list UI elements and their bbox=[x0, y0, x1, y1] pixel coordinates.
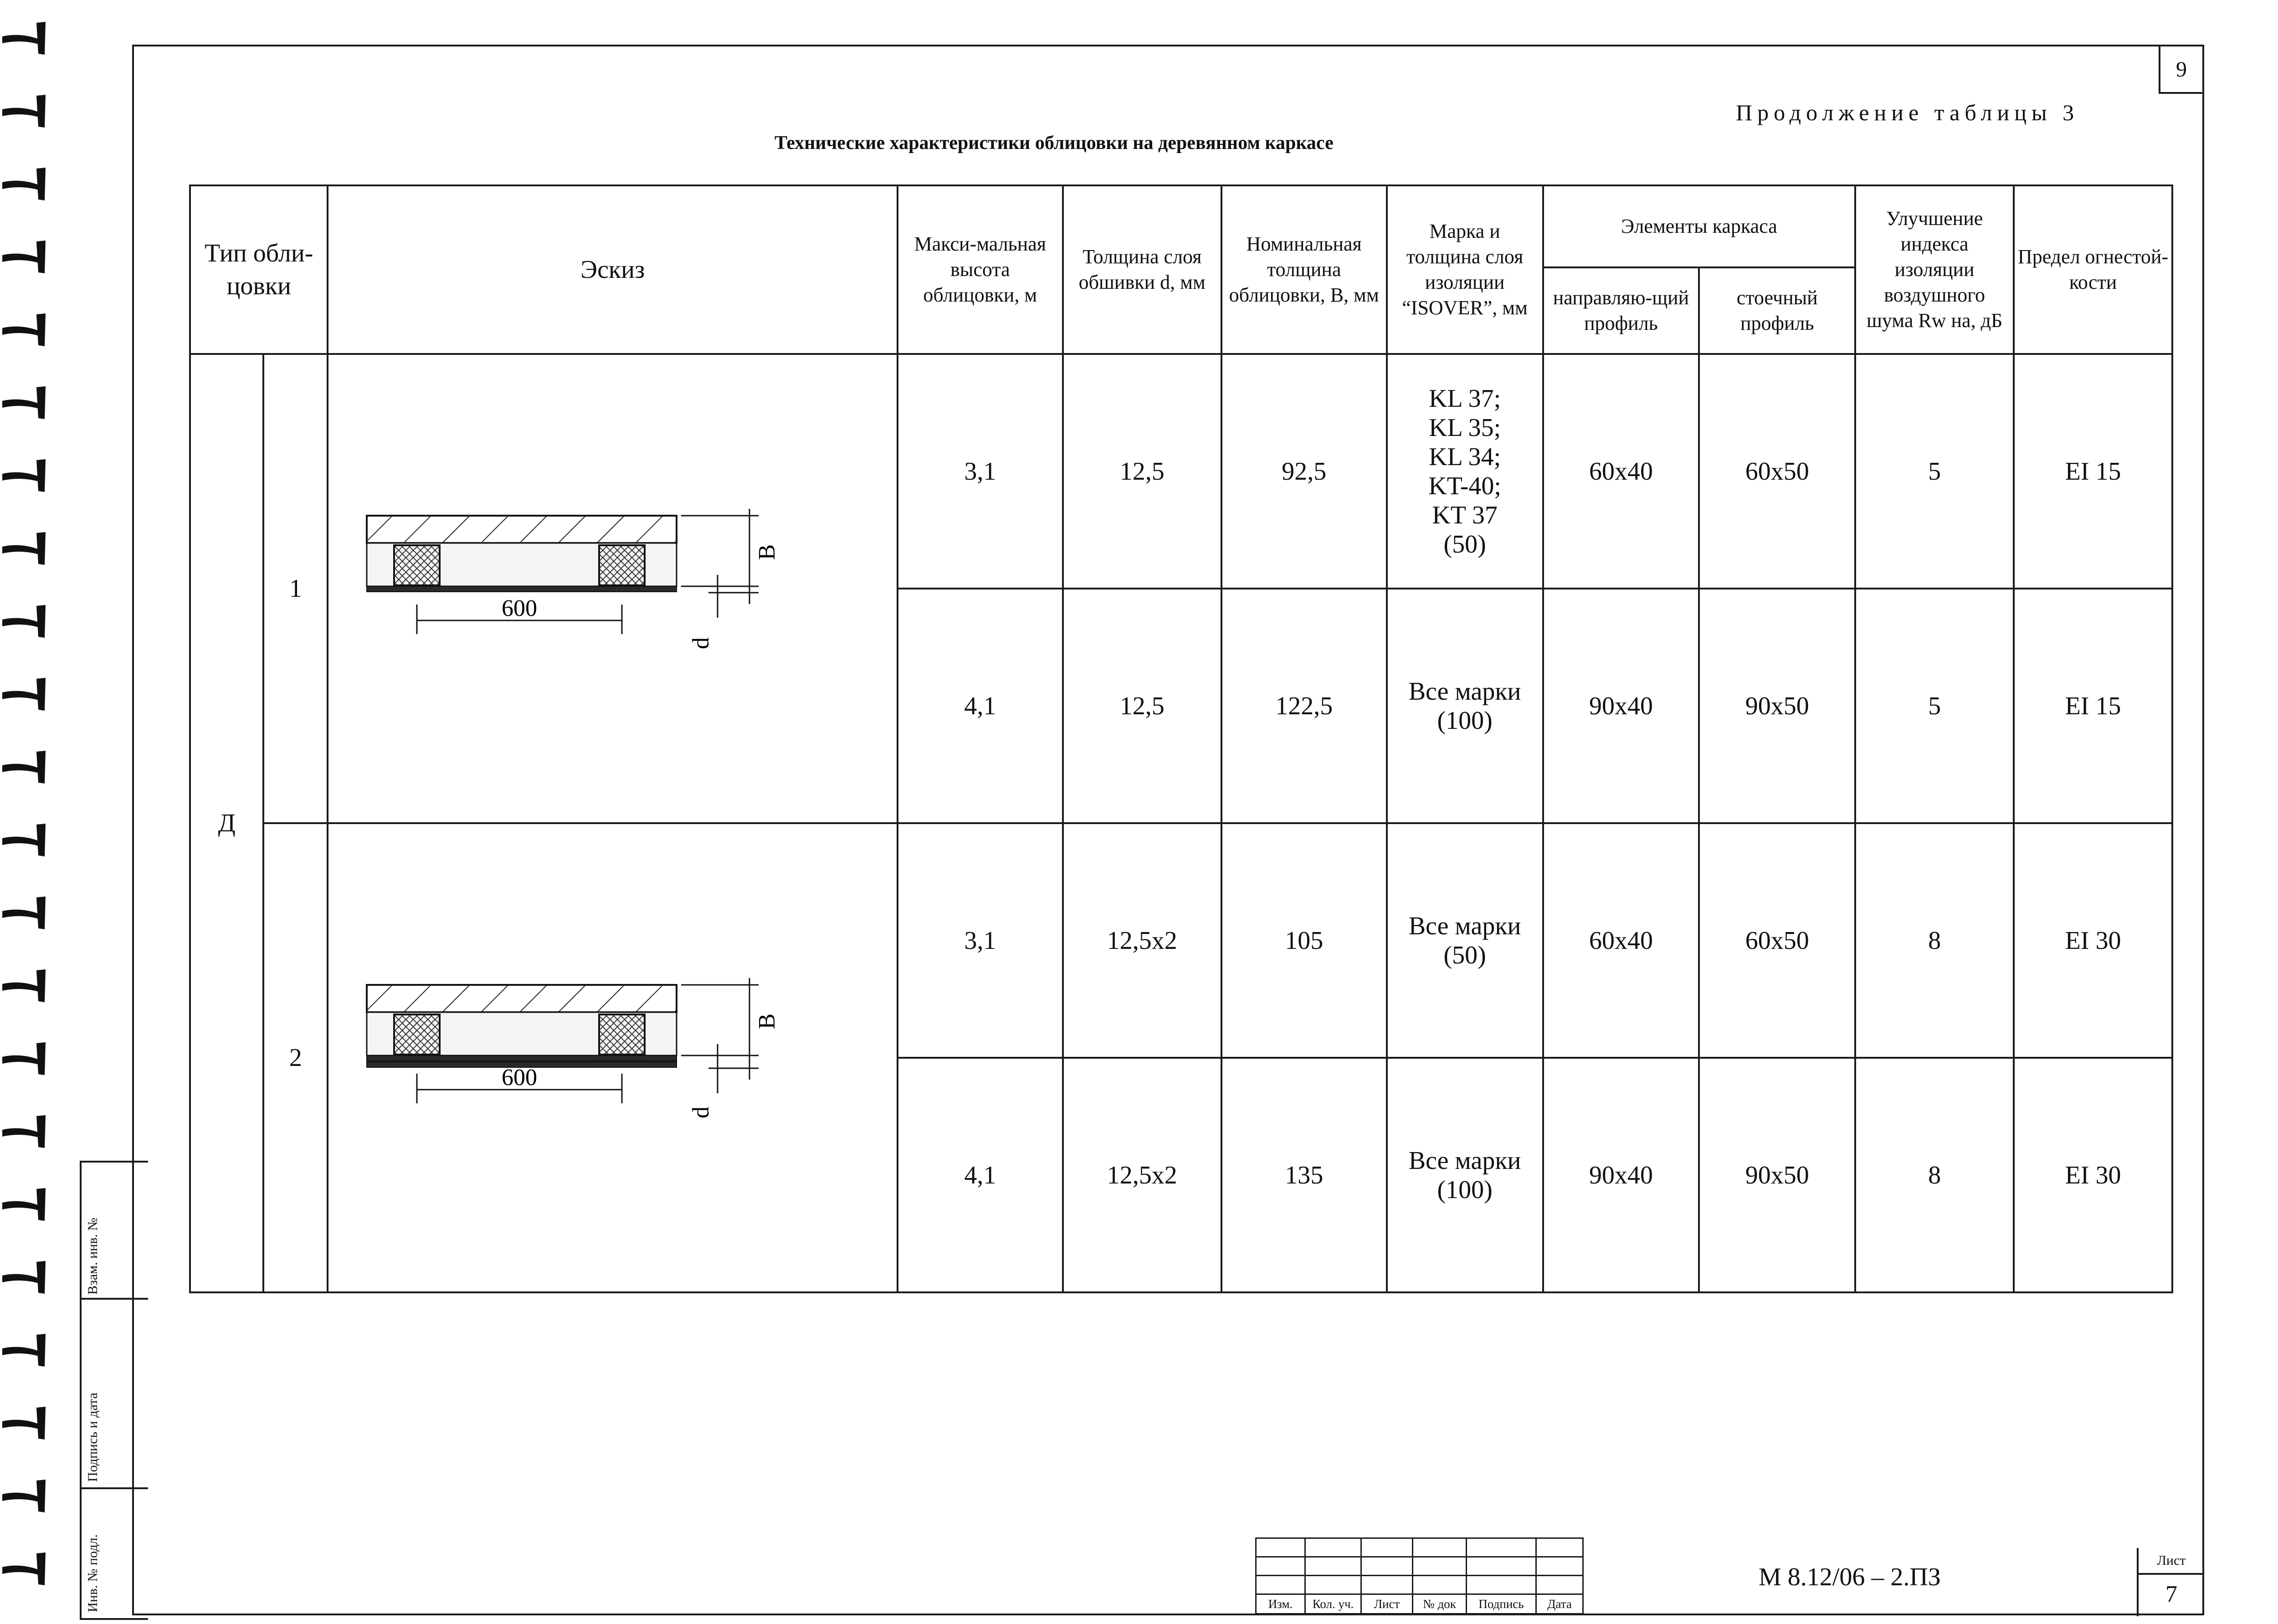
binding-mark bbox=[0, 893, 46, 920]
type-letter: Д bbox=[218, 809, 236, 837]
revision-cell bbox=[1467, 1557, 1536, 1576]
guide-profile-cell: 60х40 bbox=[1543, 823, 1699, 1058]
sheet-number-text: 9 bbox=[2176, 57, 2187, 82]
insulation-line: KT-40; bbox=[1428, 471, 1501, 500]
binding-mark bbox=[0, 1330, 46, 1358]
side-cell-inventory bbox=[80, 1487, 148, 1620]
side-cell-replacement bbox=[80, 1161, 148, 1300]
revision-column-label: Подпись bbox=[1467, 1594, 1536, 1614]
profile-sketch bbox=[362, 976, 863, 1140]
header-max-height: Макси-мальная высота облицовки, м bbox=[898, 185, 1063, 354]
dim-sheath-label: d bbox=[688, 1107, 714, 1118]
dim-sheath-label: d bbox=[688, 637, 714, 649]
guide-profile-cell: 90х40 bbox=[1543, 589, 1699, 823]
insulation-cell bbox=[1387, 589, 1543, 823]
binding-mark bbox=[0, 820, 46, 847]
noise-index-cell: 5 bbox=[1855, 354, 2014, 589]
stud-left bbox=[394, 1014, 440, 1055]
side-label-replacement: Взам. инв. № bbox=[85, 1217, 100, 1295]
variant-number-cell bbox=[263, 823, 328, 1292]
revision-cell bbox=[1305, 1557, 1361, 1576]
variant-number: 1 bbox=[289, 574, 302, 603]
binding-mark bbox=[0, 456, 46, 483]
sketch-cell bbox=[328, 823, 897, 1292]
variant-number: 2 bbox=[289, 1044, 302, 1072]
stud-right bbox=[599, 545, 645, 585]
fire-resistance-cell: EI 30 bbox=[2014, 823, 2172, 1058]
insulation-line: Все марки bbox=[1408, 912, 1521, 940]
nominal-cell: 105 bbox=[1221, 823, 1387, 1058]
spacing-label: 600 bbox=[501, 1065, 537, 1091]
revision-cell bbox=[1305, 1538, 1361, 1557]
sheet-value: 7 bbox=[2165, 1581, 2177, 1607]
revision-cell bbox=[1256, 1557, 1305, 1576]
revision-table bbox=[1255, 1537, 1584, 1614]
binding-mark bbox=[0, 1549, 46, 1576]
revision-column-label: Дата bbox=[1536, 1594, 1583, 1614]
stud-profile-cell: 60х50 bbox=[1699, 354, 1855, 589]
binding-mark bbox=[0, 237, 46, 264]
header-guide-profile: направляю-щий профиль bbox=[1543, 267, 1699, 354]
stud-profile-cell: 90х50 bbox=[1699, 589, 1855, 823]
specs-table bbox=[189, 184, 2173, 1293]
revision-stamp bbox=[1255, 1537, 1584, 1614]
insulation-line: (50) bbox=[1443, 941, 1486, 969]
insulation-line: KT 37 bbox=[1432, 501, 1498, 529]
insulation-line: (100) bbox=[1437, 706, 1493, 735]
nominal-cell: 92,5 bbox=[1221, 354, 1387, 589]
max-height-cell: 3,1 bbox=[898, 354, 1063, 589]
insulation-line: KL 35; bbox=[1429, 413, 1501, 442]
revision-cell bbox=[1467, 1576, 1536, 1594]
insulation-cell bbox=[1387, 354, 1543, 589]
noise-index-cell: 8 bbox=[1855, 823, 2014, 1058]
header-fire-resistance: Предел огнестой-кости bbox=[2014, 185, 2172, 354]
revision-row bbox=[1256, 1557, 1583, 1576]
sketch-cell bbox=[328, 354, 897, 823]
dim-total-label: В bbox=[754, 544, 780, 560]
revision-cell bbox=[1361, 1557, 1413, 1576]
side-label-signature: Подпись и дата bbox=[85, 1393, 100, 1482]
binding-mark bbox=[0, 601, 46, 629]
document-number: М 8.12/06 – 2.ПЗ bbox=[1759, 1563, 1941, 1591]
sheet-box bbox=[2137, 1548, 2204, 1616]
revision-cell bbox=[1467, 1538, 1536, 1557]
sheathing-layer bbox=[367, 586, 677, 592]
sheet-number bbox=[2159, 45, 2204, 94]
stud-profile-cell: 90х50 bbox=[1699, 1058, 1855, 1292]
table-row bbox=[190, 823, 2172, 1058]
stud-right bbox=[599, 1014, 645, 1055]
side-cell-signature bbox=[80, 1298, 148, 1489]
revision-column-label: Кол. уч. bbox=[1305, 1594, 1361, 1614]
insulation-line: (50) bbox=[1443, 530, 1486, 558]
binding-mark bbox=[0, 1112, 46, 1139]
sheath-cell: 12,5 bbox=[1063, 589, 1221, 823]
binding-mark bbox=[0, 1257, 46, 1285]
header-noise-index: Улучшение индекса изоляции воздушного шума Rw на, дБ bbox=[1855, 185, 2014, 354]
sheet-label: Лист bbox=[2139, 1548, 2204, 1575]
revision-column-label: Лист bbox=[1361, 1594, 1413, 1614]
fire-resistance-cell: EI 15 bbox=[2014, 589, 2172, 823]
side-stamp-strip bbox=[80, 1161, 148, 1620]
binding-mark bbox=[0, 91, 46, 118]
table-row bbox=[190, 354, 2172, 589]
header-type: Тип обли-цовки bbox=[190, 185, 328, 354]
nominal-cell: 122,5 bbox=[1221, 589, 1387, 823]
spacing-label: 600 bbox=[501, 595, 537, 621]
header-insulation: Марка и толщина слоя изоляции “ISOVER”, мм bbox=[1387, 185, 1543, 354]
binding-mark bbox=[0, 1476, 46, 1503]
guide-profile-cell: 90х40 bbox=[1543, 1058, 1699, 1292]
binding-mark bbox=[0, 747, 46, 774]
binding-mark bbox=[0, 310, 46, 337]
fire-resistance-cell: EI 30 bbox=[2014, 1058, 2172, 1292]
insulation-cell bbox=[1387, 823, 1543, 1058]
type-letter-cell bbox=[190, 354, 263, 1292]
stud-left bbox=[394, 545, 440, 585]
binding-mark bbox=[0, 18, 46, 46]
table-caption: Технические характеристики облицовки на деревянном каркасе bbox=[775, 133, 1334, 154]
insulation-line: KL 37; bbox=[1429, 384, 1501, 413]
header-sketch: Эскиз bbox=[328, 185, 897, 354]
insulation-cell bbox=[1387, 1058, 1543, 1292]
revision-cell bbox=[1413, 1557, 1467, 1576]
insulation-line: KL 34; bbox=[1429, 442, 1501, 471]
header-sheath-thickness: Толщина слоя обшивки d, мм bbox=[1063, 185, 1221, 354]
binding-mark bbox=[0, 966, 46, 993]
wood-board bbox=[367, 985, 677, 1012]
insulation-line: Все марки bbox=[1408, 677, 1521, 706]
variant-number-cell bbox=[263, 354, 328, 823]
revision-column-label: Изм. bbox=[1256, 1594, 1305, 1614]
sheath-cell: 12,5х2 bbox=[1063, 1058, 1221, 1292]
revision-cell bbox=[1536, 1538, 1583, 1557]
binding-mark bbox=[0, 383, 46, 410]
revision-cell bbox=[1413, 1576, 1467, 1594]
insulation-line: (100) bbox=[1437, 1175, 1493, 1204]
noise-index-cell: 8 bbox=[1855, 1058, 2014, 1292]
revision-cell bbox=[1305, 1576, 1361, 1594]
revision-cell bbox=[1361, 1576, 1413, 1594]
revision-cell bbox=[1256, 1576, 1305, 1594]
dim-total-label: В bbox=[754, 1013, 780, 1030]
header-nominal-thickness: Номинальная толщина облицовки, В, мм bbox=[1221, 185, 1387, 354]
revision-column-label: № док bbox=[1413, 1594, 1467, 1614]
revision-row bbox=[1256, 1538, 1583, 1557]
stud-profile-cell: 60х50 bbox=[1699, 823, 1855, 1058]
guide-profile-cell: 60х40 bbox=[1543, 354, 1699, 589]
sheath-cell: 12,5х2 bbox=[1063, 823, 1221, 1058]
binding-mark bbox=[0, 1039, 46, 1066]
revision-cell bbox=[1256, 1538, 1305, 1557]
revision-row bbox=[1256, 1576, 1583, 1594]
revision-cell bbox=[1413, 1538, 1467, 1557]
binding-mark bbox=[0, 674, 46, 702]
sheath-cell: 12,5 bbox=[1063, 354, 1221, 589]
insulation-line: Все марки bbox=[1408, 1146, 1521, 1175]
binding-mark bbox=[0, 164, 46, 191]
binding-mark bbox=[0, 1184, 46, 1212]
binding-mark bbox=[0, 1403, 46, 1430]
noise-index-cell: 5 bbox=[1855, 589, 2014, 823]
header-frame-elements: Элементы каркаса bbox=[1543, 185, 1856, 267]
continuation-label: Продолжение таблицы 3 bbox=[1736, 100, 2079, 125]
profile-sketch bbox=[362, 507, 863, 671]
header-stud-profile: стоечный профиль bbox=[1699, 267, 1855, 354]
max-height-cell: 4,1 bbox=[898, 1058, 1063, 1292]
nominal-cell: 135 bbox=[1221, 1058, 1387, 1292]
revision-cell bbox=[1536, 1557, 1583, 1576]
revision-cell bbox=[1536, 1576, 1583, 1594]
sheathing-layer bbox=[367, 1055, 677, 1061]
binding-mark bbox=[0, 528, 46, 556]
max-height-cell: 4,1 bbox=[898, 589, 1063, 823]
revision-cell bbox=[1361, 1538, 1413, 1557]
revision-row bbox=[1256, 1594, 1583, 1614]
wood-board bbox=[367, 516, 677, 543]
side-label-inventory: Инв. № подл. bbox=[85, 1534, 100, 1612]
max-height-cell: 3,1 bbox=[898, 823, 1063, 1058]
fire-resistance-cell: EI 15 bbox=[2014, 354, 2172, 589]
